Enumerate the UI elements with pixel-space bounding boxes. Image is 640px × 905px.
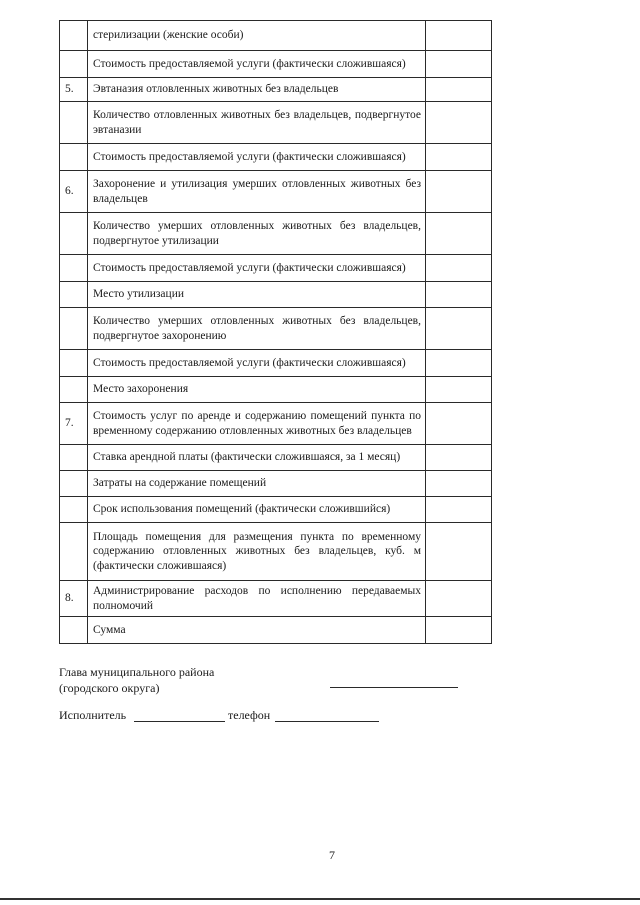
- row-value-cell: [426, 213, 492, 255]
- row-description-cell: Количество умерших отловленных животных без владельцев, подвергнутое утилизации: [88, 213, 426, 255]
- row-description-cell: стерилизации (женские особи): [88, 21, 426, 51]
- row-number-cell: [60, 102, 88, 144]
- row-number-cell: [60, 51, 88, 78]
- table-row: [60, 445, 492, 471]
- page-number: 7: [329, 848, 335, 862]
- row-number-cell: [60, 213, 88, 255]
- row-description-cell: Стоимость предоставляемой услуги (фактически сложившаяся): [88, 255, 426, 282]
- row-number-cell: [60, 308, 88, 350]
- row-value-cell: [426, 581, 492, 617]
- executor-label: Исполнитель: [59, 708, 127, 722]
- table-row: [60, 213, 492, 255]
- row-number-cell: 5.: [60, 78, 88, 102]
- row-number-cell: [60, 144, 88, 171]
- table-row: [60, 171, 492, 213]
- head-title-line2: (городского округа): [59, 681, 160, 695]
- row-number-cell: 8.: [60, 581, 88, 617]
- table-row: [60, 403, 492, 445]
- row-value-cell: [426, 523, 492, 581]
- row-number-cell: [60, 471, 88, 497]
- row-description-cell: Место захоронения: [88, 377, 426, 403]
- row-number-cell: [60, 255, 88, 282]
- row-description-cell: Стоимость услуг по аренде и содержанию помещений пункта по временному содержанию отловленных животных без владельцев: [88, 403, 426, 445]
- row-number-cell: [60, 282, 88, 308]
- row-value-cell: [426, 255, 492, 282]
- row-value-cell: [426, 471, 492, 497]
- report-table: [59, 20, 492, 644]
- row-number-cell: [60, 617, 88, 644]
- row-value-cell: [426, 144, 492, 171]
- table-row: [60, 581, 492, 617]
- row-description-cell: Стоимость предоставляемой услуги (фактически сложившаяся): [88, 144, 426, 171]
- table-row: [60, 21, 492, 51]
- phone-label: телефон: [228, 708, 271, 722]
- table-row: [60, 377, 492, 403]
- table-row: [60, 144, 492, 171]
- row-value-cell: [426, 445, 492, 471]
- row-number-cell: [60, 377, 88, 403]
- row-description-cell: Площадь помещения для размещения пункта по временному содержанию отловленных животных без владельцев, куб. м (фактически сложившаяся): [88, 523, 426, 581]
- report-table-body: [60, 21, 492, 644]
- row-number-cell: 7.: [60, 403, 88, 445]
- row-description-cell: Администрирование расходов по исполнению передаваемых полномочий: [88, 581, 426, 617]
- row-value-cell: [426, 403, 492, 445]
- row-value-cell: [426, 377, 492, 403]
- scan-bottom-edge: [0, 898, 640, 900]
- row-number-cell: [60, 445, 88, 471]
- table-row: [60, 350, 492, 377]
- row-description-cell: Эвтаназия отловленных животных без владельцев: [88, 78, 426, 102]
- table-row: [60, 471, 492, 497]
- row-description-cell: Сумма: [88, 617, 426, 644]
- row-number-cell: [60, 21, 88, 51]
- table-row: [60, 497, 492, 523]
- row-value-cell: [426, 282, 492, 308]
- row-number-cell: [60, 497, 88, 523]
- row-value-cell: [426, 78, 492, 102]
- row-value-cell: [426, 51, 492, 78]
- row-number-cell: 6.: [60, 171, 88, 213]
- row-description-cell: Затраты на содержание помещений: [88, 471, 426, 497]
- head-signature-line: [330, 687, 458, 688]
- table-row: [60, 78, 492, 102]
- row-value-cell: [426, 350, 492, 377]
- table-row: [60, 617, 492, 644]
- row-value-cell: [426, 308, 492, 350]
- row-description-cell: Срок использования помещений (фактически сложившийся): [88, 497, 426, 523]
- row-description-cell: Стоимость предоставляемой услуги (фактически сложившаяся): [88, 51, 426, 78]
- row-description-cell: Количество отловленных животных без владельцев, подвергнутое эвтаназии: [88, 102, 426, 144]
- table-row: [60, 51, 492, 78]
- row-number-cell: [60, 350, 88, 377]
- executor-name-line: [134, 721, 225, 722]
- table-row: [60, 102, 492, 144]
- phone-number-line: [275, 721, 379, 722]
- row-number-cell: [60, 523, 88, 581]
- head-title-line1: Глава муниципального района: [59, 665, 215, 679]
- row-description-cell: Количество умерших отловленных животных без владельцев, подвергнутое захоронению: [88, 308, 426, 350]
- table-row: [60, 308, 492, 350]
- table-row: [60, 282, 492, 308]
- row-description-cell: Захоронение и утилизация умерших отловленных животных без владельцев: [88, 171, 426, 213]
- table-row: [60, 523, 492, 581]
- row-description-cell: Место утилизации: [88, 282, 426, 308]
- row-value-cell: [426, 171, 492, 213]
- table-row: [60, 255, 492, 282]
- row-value-cell: [426, 102, 492, 144]
- row-value-cell: [426, 497, 492, 523]
- row-value-cell: [426, 617, 492, 644]
- row-value-cell: [426, 21, 492, 51]
- row-description-cell: Стоимость предоставляемой услуги (фактически сложившаяся): [88, 350, 426, 377]
- head-signature-block: [59, 664, 214, 696]
- row-description-cell: Ставка арендной платы (фактически сложившаяся, за 1 месяц): [88, 445, 426, 471]
